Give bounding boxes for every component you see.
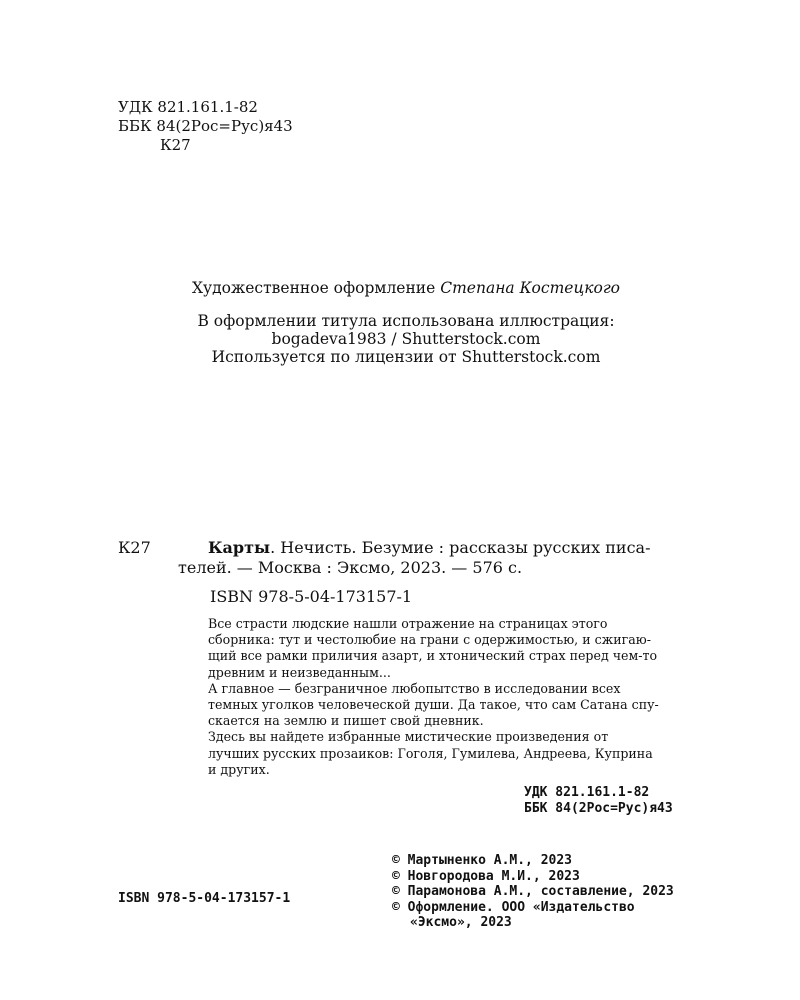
isbn-main: ISBN 978-5-04-173157-1 bbox=[210, 587, 413, 606]
copyright-line: © Мартыненко А.М., 2023 bbox=[392, 853, 573, 868]
isbn-bottom: ISBN 978-5-04-173157-1 bbox=[118, 891, 291, 906]
illustration-line-1: В оформлении титула использована иллюстрация: bbox=[197, 312, 615, 330]
entry-author-mark: К27 bbox=[118, 538, 151, 557]
annotation-line: лучших русских прозаиков: Гоголя, Гумилева, Андреева, Куприна bbox=[208, 745, 653, 761]
bbk-code-repeat: ББК 84(2Рос=Рус)я43 bbox=[524, 801, 673, 816]
copyright-line-continuation: «Эксмо», 2023 bbox=[410, 915, 512, 930]
annotation-paragraph-2 bbox=[208, 681, 718, 730]
annotation-line: сборника: тут и честолюбие на грани с одержимостью, и сжигаю- bbox=[208, 632, 651, 648]
annotation-line: Здесь вы найдете избранные мистические произведения от bbox=[208, 729, 609, 745]
author-mark: К27 bbox=[160, 136, 191, 154]
illustration-credit bbox=[0, 312, 800, 366]
license-line: Используется по лицензии от Shutterstock.com bbox=[211, 348, 601, 366]
illustration-line-2: bogadeva1983 / Shutterstock.com bbox=[271, 330, 541, 348]
entry-line-1-rest: . Нечисть. Безумие : рассказы русских писа- bbox=[270, 538, 651, 557]
copyright-block bbox=[392, 853, 674, 931]
classification-block bbox=[118, 98, 293, 155]
classification-repeat bbox=[524, 785, 673, 817]
art-design-artist: Степана Костецкого bbox=[440, 279, 621, 297]
catalog-entry bbox=[178, 538, 718, 578]
art-design-credit bbox=[0, 279, 800, 297]
annotation-paragraph-3 bbox=[208, 729, 718, 778]
annotation-paragraph-1 bbox=[208, 616, 718, 681]
annotation-line: щий все рамки приличия азарт, и хтонический страх перед чем-то bbox=[208, 648, 658, 664]
copyright-line: © Оформление. ООО «Издательство bbox=[392, 899, 635, 915]
annotation-line: и других. bbox=[208, 761, 270, 777]
annotation bbox=[208, 616, 718, 778]
copyright-line: © Новгородова М.И., 2023 bbox=[392, 868, 580, 884]
entry-line-2: телей. — Москва : Эксмо, 2023. — 576 с. bbox=[178, 558, 523, 577]
art-design-prefix: Художественное оформление bbox=[191, 279, 441, 297]
annotation-line: темных уголков человеческой души. Да такое, что сам Сатана спу- bbox=[208, 697, 659, 713]
udk-code-repeat: УДК 821.161.1-82 bbox=[524, 785, 650, 800]
copyright-line: © Парамонова А.М., составление, 2023 bbox=[392, 884, 674, 899]
udk-code: УДК 821.161.1-82 bbox=[118, 98, 258, 116]
annotation-line: древним и неизведанным... bbox=[208, 664, 391, 680]
book-title: Карты bbox=[208, 538, 271, 557]
annotation-line: Все страсти людские нашли отражение на страницах этого bbox=[208, 616, 608, 631]
bbk-code: ББК 84(2Рос=Рус)я43 bbox=[118, 117, 293, 135]
annotation-line: А главное — безграничное любопытство в исследовании всех bbox=[208, 680, 621, 696]
annotation-line: скается на землю и пишет свой дневник. bbox=[208, 713, 484, 729]
